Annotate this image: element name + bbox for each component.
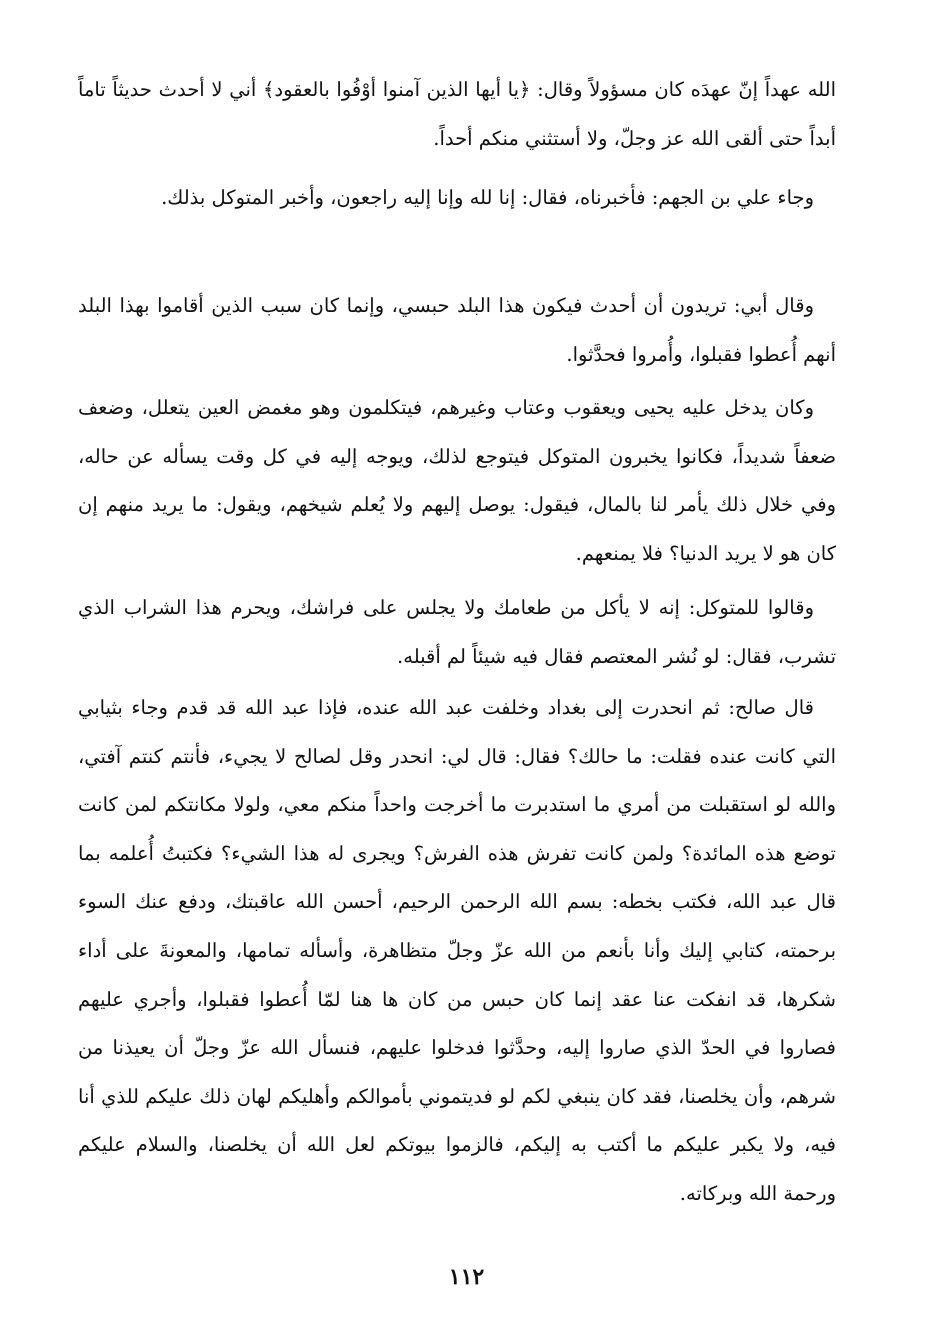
paragraph-2: وجاء علي بن الجهم: فأخبرناه، فقال: إنا لله وإنا إليه راجعون، وأخبر المتوكل بذلك. [161, 186, 814, 209]
paragraph-4: وكان يدخل عليه يحيى ويعقوب وعتاب وغيرهم، فيتكلمون وهو مغمض العين يتعلل، وضعف ضعفاً شديداً، فكانوا يخبرون المتوكل فيتوجع لذلك، ويوجه إليه في كل وقت يسأله عن حاله، وفي خلال ذلك يأمر لنا بالمال، فيقول: يوصل إليهم ولا يُعلم شيخهم، ويقول: ما يريد منهم إن كان هو لا يريد الدنيا؟ فلا يمنعهم. [78, 396, 836, 565]
paragraph-3: وقال أبي: تريدون أن أحدث فيكون هذا البلد حبسي، وإنما كان سبب الذين أقاموا بهذا البلد أنهم أُعطوا فقبلوا، وأُمروا فحدَّثوا. [78, 294, 836, 366]
paragraph-5: وقالوا للمتوكل: إنه لا يأكل من طعامك ولا يجلس على فراشك، ويحرم هذا الشراب الذي تشرب، فقال: لو نُشر المعتصم فقال فيه شيئاً لم أقبله. [78, 596, 836, 668]
paragraph-6: قال صالح: ثم انحدرت إلى بغداد وخلفت عبد الله عنده، فإذا عبد الله قد قدم وجاء بثيابي التي كانت عنده فقلت: ما حالك؟ فقال: قال لي: انحدر وقل لصالح لا يجيء، فأنتم كنتم آفتي، والله لو استقبلت من أمري ما استدبرت ما أخرجت واحداً منكم معي، ولولا مكانتكم لمن كانت توضع هذه المائدة؟ ولمن كانت تفرش هذه الفرش؟ ويجرى له هذا الشيء؟ فكتبتُ أُعلمه بما قال عبد الله، فكتب بخطه: بسم الله الرحمن الرحيم، أحسن الله عاقبتك، ودفع عنك السوء برحمته، كتابي إليك وأنا بأنعم من الله عزّ وجلّ متظاهرة، وأسأله تمامها، والمعونةَ على أداء شكرها، قد انفكت عنا عقد إنما كان حبس من كان ها هنا لمّا أُعطوا فقبلوا، وأجري عليهم فصاروا في الحدّ الذي صاروا إليه، وحدَّثوا فدخلوا عليهم، فنسأل الله عزّ وجلّ أن يعيذنا من شرهم، وأن يخلصنا، فقد كان ينبغي لكم لو فديتموني بأموالكم وأهليكم لهان ذلك عليكم للذي أنا فيه، ولا يكبر عليكم ما أكتب به إليكم، فالزموا بيوتكم لعل الله أن يخلصنا، والسلام عليكم ورحمة الله وبركاته. [78, 696, 836, 1205]
paragraph-1: الله عهداً إنّ عهدَه كان مسؤولاً وقال: ﴿يا أيها الذين آمنوا أوْفُوا بالعقود﴾ أني لا أحدث حديثاً تاماً أبداً حتى ألقى الله عز وجلّ، ولا أستثني منكم أحداً. [78, 78, 836, 150]
page-body [78, 66, 836, 1206]
page-number: ١١٢ [448, 1264, 485, 1290]
